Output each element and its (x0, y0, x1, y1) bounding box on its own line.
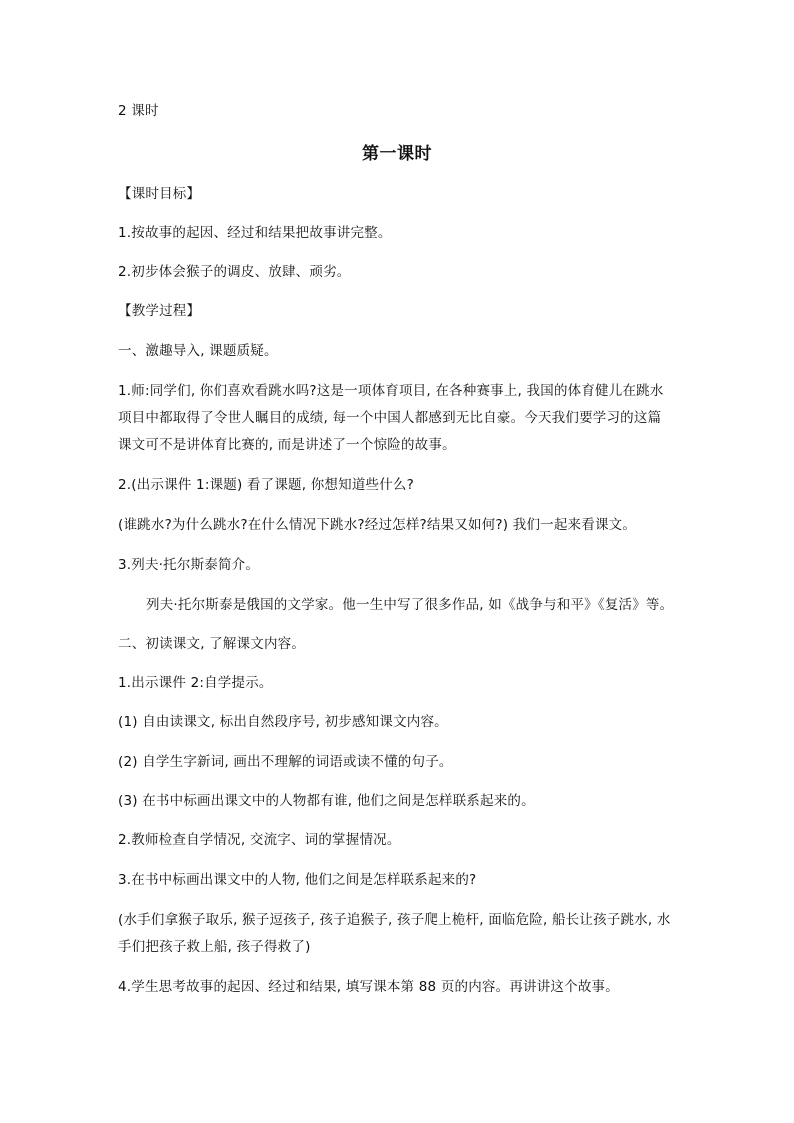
process-heading: 【教学过程】 (118, 303, 201, 319)
goal-1: 1.按故事的起因、经过和结果把故事讲完整。 (118, 225, 392, 241)
section-2-paragraph-3: 3.在书中标画出课文中的人物, 他们之间是怎样联系起来的? (118, 872, 477, 888)
section-2-paragraph-2: 2.教师检查自学情况, 交流字、词的掌握情况。 (118, 832, 401, 848)
paragraph-2: 2.(出示课件 1:课题) 看了课题, 你想知道些什么? (118, 477, 414, 493)
section-1-heading: 一、激趣导入, 课题质疑。 (118, 343, 278, 359)
section-2-heading: 二、初读课文, 了解课文内容。 (118, 636, 306, 652)
section-2-paragraph-4: 4.学生思考故事的起因、经过和结果, 填写课本第 88 页的内容。再讲讲这个故事。 (118, 979, 619, 995)
page-title: 第一课时 (362, 144, 432, 164)
section-2-answer-line-1: (水手们拿猴子取乐, 猴子逗孩子, 孩子追猴子, 孩子爬上桅杆, 面临危险, 船长让孩子跳水, 水 (118, 912, 671, 928)
section-2-answer-line-2: 手们把孩子救上船, 孩子得救了) (118, 939, 311, 955)
paragraph-1-line-2: 项目中都取得了令世人瞩目的成绩, 每一个中国人都感到无比自豪。今天我们要学习的这篇 (118, 410, 662, 426)
goal-2: 2.初步体会猴子的调皮、放肆、顽劣。 (118, 264, 351, 280)
lesson-count: 2 课时 (118, 103, 159, 119)
section-2-paragraph-1: 1.出示课件 2:自学提示。 (118, 675, 273, 691)
paragraph-3-detail: 列夫·托尔斯泰是俄国的文学家。他一生中写了很多作品, 如《战争与和平》《复活》等。 (146, 597, 674, 613)
section-2-item-2: (2) 自学生字新词, 画出不理解的词语或读不懂的句子。 (118, 754, 453, 770)
goals-heading: 【课时目标】 (118, 186, 201, 202)
paragraph-2-answer: (谁跳水?为什么跳水?在什么情况下跳水?经过怎样?结果又如何?) 我们一起来看课文。 (118, 517, 637, 533)
section-2-item-1: (1) 自由读课文, 标出自然段序号, 初步感知课文内容。 (118, 714, 448, 730)
paragraph-3: 3.列夫·托尔斯泰简介。 (118, 557, 260, 573)
section-2-item-3: (3) 在书中标画出课文中的人物都有谁, 他们之间是怎样联系起来的。 (118, 793, 535, 809)
paragraph-1-line-1: 1.师:同学们, 你们喜欢看跳水吗?这是一项体育项目, 在各种赛事上, 我国的体育健儿在跳水 (118, 383, 664, 399)
paragraph-1-line-3: 课文可不是讲体育比赛的, 而是讲述了一个惊险的故事。 (118, 437, 456, 453)
